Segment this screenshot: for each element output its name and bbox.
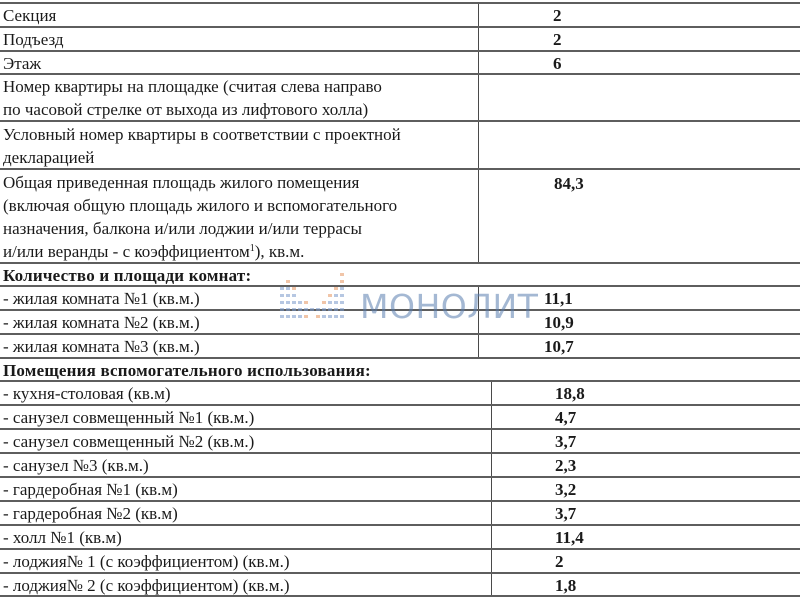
section-heading: Количество и площади комнат: — [3, 266, 252, 285]
column-divider — [478, 335, 479, 357]
section-heading: Помещения вспомогательного использования: — [3, 361, 371, 380]
column-divider — [478, 311, 479, 333]
row-label: - санузел совмещенный №2 (кв.м.) — [3, 432, 255, 451]
table-row-loggia-2 — [0, 572, 800, 597]
column-divider — [491, 406, 492, 428]
table-row-living-room-2 — [0, 309, 800, 333]
column-divider — [491, 526, 492, 548]
table-row-total-area — [0, 168, 800, 262]
table-row-section — [0, 2, 800, 26]
table-row-hall-1 — [0, 524, 800, 548]
row-value: 2 — [555, 552, 564, 571]
table-row-living-room-3 — [0, 333, 800, 357]
row-label-line: Номер квартиры на площадке (считая слева направо — [3, 77, 382, 96]
section-heading-rooms — [0, 262, 800, 285]
table-row-bathroom-1 — [0, 404, 800, 428]
row-value: 2 — [553, 6, 562, 25]
table-row-wardrobe-1 — [0, 476, 800, 500]
row-label: - холл №1 (кв.м) — [3, 528, 122, 547]
row-label: Секция — [3, 6, 57, 25]
row-value: 3,2 — [555, 480, 577, 499]
table-row-loggia-1 — [0, 548, 800, 572]
row-label: - жилая комната №2 (кв.м.) — [3, 313, 200, 332]
row-label-line: назначения, балкона и/или лоджии и/или террасы — [3, 219, 362, 238]
section-heading-auxiliary — [0, 357, 800, 380]
column-divider — [478, 4, 479, 26]
row-label: - санузел №3 (кв.м.) — [3, 456, 149, 475]
table-row-entrance — [0, 26, 800, 50]
table-row-living-room-1 — [0, 285, 800, 309]
footnote-marker: 1 — [249, 243, 255, 254]
table-row-apartment-number-on-floor — [0, 73, 800, 120]
table-row-bathroom-3 — [0, 452, 800, 476]
table-row-kitchen-dining — [0, 380, 800, 404]
column-divider — [478, 28, 479, 50]
column-divider — [478, 170, 479, 262]
row-value: 11,4 — [555, 528, 584, 547]
column-divider — [491, 550, 492, 572]
row-label: Подъезд — [3, 30, 64, 49]
row-label: - гардеробная №1 (кв.м) — [3, 480, 178, 499]
column-divider — [478, 122, 479, 168]
label-tail: ), кв.м. — [254, 242, 305, 261]
table-row-conditional-apartment-number — [0, 120, 800, 168]
row-label: - лоджия№ 2 (с коэффициентом) (кв.м.) — [3, 576, 290, 595]
column-divider — [491, 502, 492, 524]
row-label: - лоджия№ 1 (с коэффициентом) (кв.м.) — [3, 552, 290, 571]
label-text: и/или веранды - с коэффициентом — [3, 242, 250, 261]
row-label: - жилая комната №1 (кв.м.) — [3, 289, 200, 308]
row-value: 1,8 — [555, 576, 577, 595]
column-divider — [491, 430, 492, 452]
row-label-line-last — [3, 240, 304, 264]
column-divider — [478, 287, 479, 309]
row-label: - санузел совмещенный №1 (кв.м.) — [3, 408, 255, 427]
row-value: 6 — [553, 54, 562, 73]
column-divider — [478, 52, 479, 73]
row-value: 4,7 — [555, 408, 577, 427]
column-divider — [491, 478, 492, 500]
row-label-line: Условный номер квартиры в соответствии с проектной — [3, 125, 401, 144]
column-divider — [491, 454, 492, 476]
row-label-line: декларацией — [3, 148, 95, 167]
row-value: 18,8 — [555, 384, 585, 403]
row-value: 84,3 — [554, 174, 584, 193]
row-label: - гардеробная №2 (кв.м) — [3, 504, 178, 523]
table-row-floor — [0, 50, 800, 73]
row-value: 2 — [553, 30, 562, 49]
watermark-text: МОНОЛИТ — [360, 287, 539, 326]
row-value: 10,9 — [544, 313, 574, 332]
table-row-wardrobe-2 — [0, 500, 800, 524]
row-label: - жилая комната №3 (кв.м.) — [3, 337, 200, 356]
column-divider — [491, 382, 492, 404]
row-label-line: по часовой стрелке от выхода из лифтового холла) — [3, 100, 369, 119]
row-value: 2,3 — [555, 456, 577, 475]
row-label-line: Общая приведенная площадь жилого помещения — [3, 173, 360, 192]
row-value: 3,7 — [555, 504, 577, 523]
row-value: 11,1 — [544, 289, 573, 308]
table-row-bathroom-2 — [0, 428, 800, 452]
row-label: - кухня-столовая (кв.м) — [3, 384, 171, 403]
row-value: 10,7 — [544, 337, 574, 356]
column-divider — [478, 75, 479, 120]
row-label: Этаж — [3, 54, 42, 73]
row-value: 3,7 — [555, 432, 577, 451]
row-label-line: (включая общую площадь жилого и вспомогательного — [3, 196, 398, 215]
column-divider — [491, 574, 492, 595]
